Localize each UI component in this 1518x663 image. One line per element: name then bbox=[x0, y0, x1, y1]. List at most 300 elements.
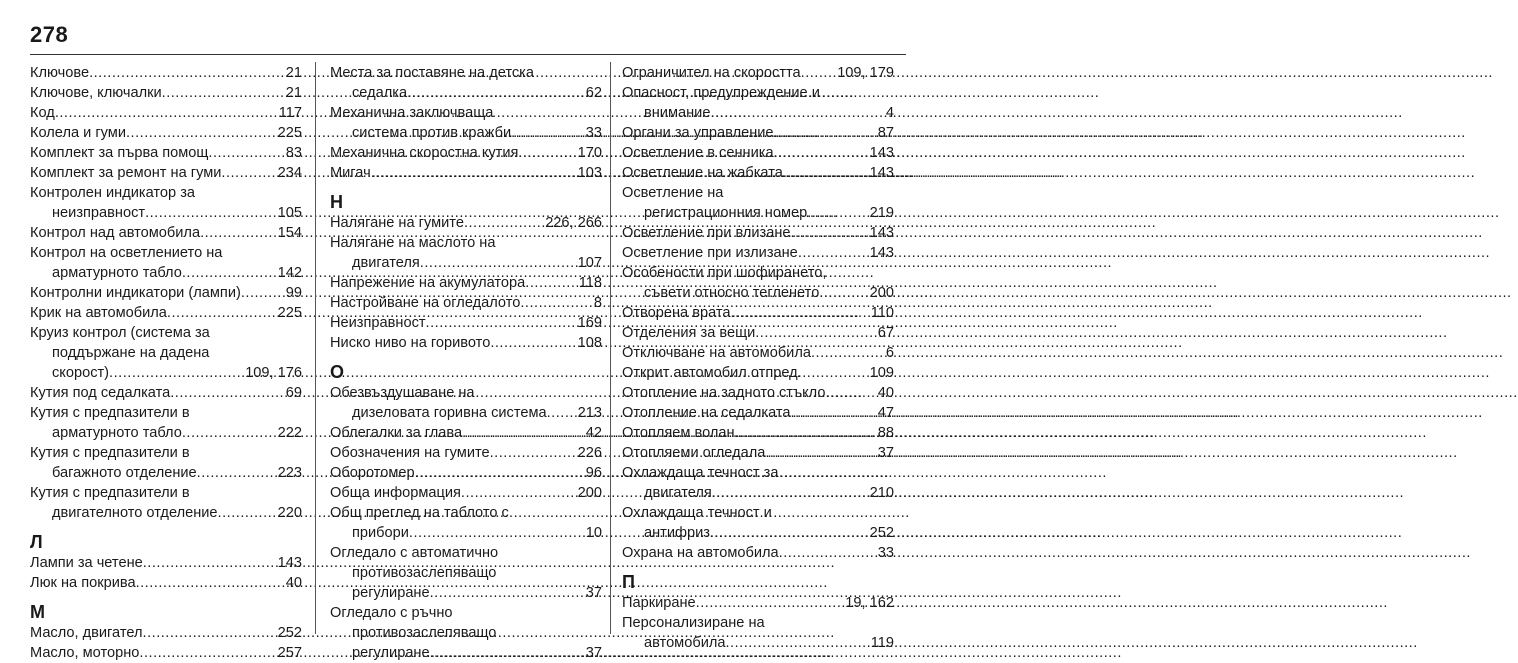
page-ref: 107 bbox=[577, 255, 602, 271]
index-entry bbox=[30, 623, 302, 643]
index-entry-line bbox=[622, 483, 894, 503]
index-entry-line bbox=[30, 343, 302, 363]
index-entry bbox=[330, 463, 602, 483]
index-entry bbox=[622, 183, 894, 223]
index-entry-line bbox=[30, 383, 302, 403]
entry-text: регулиране bbox=[352, 585, 430, 601]
dot-leader bbox=[143, 553, 276, 573]
index-entry-line bbox=[330, 443, 602, 463]
index-entry-line bbox=[30, 553, 302, 573]
index-entry-line bbox=[622, 503, 894, 523]
dot-leader bbox=[825, 383, 875, 403]
index-entry-line bbox=[330, 423, 602, 443]
entry-text: арматурното табло bbox=[52, 265, 182, 281]
index-entry bbox=[622, 503, 894, 543]
entry-text: Неизправност bbox=[330, 315, 426, 331]
dot-leader bbox=[461, 483, 576, 503]
entry-text: противозаслепяващо bbox=[352, 565, 497, 581]
entry-text: Охлаждаща течност и bbox=[622, 505, 772, 521]
page-ref: 99 bbox=[285, 285, 302, 301]
dot-leader bbox=[182, 423, 276, 443]
index-entry-line bbox=[622, 203, 894, 223]
entry-text: Напрежение на акумулатора bbox=[330, 275, 526, 291]
dot-leader bbox=[182, 263, 276, 283]
index-entry bbox=[30, 483, 302, 523]
index-entry bbox=[622, 423, 894, 443]
page-ref: 117 bbox=[278, 105, 302, 121]
dot-leader bbox=[819, 283, 867, 303]
index-entry-line bbox=[622, 523, 894, 543]
index-entry-line bbox=[330, 273, 602, 293]
dot-leader bbox=[426, 313, 576, 333]
index-entry bbox=[622, 63, 894, 83]
index-entry bbox=[622, 443, 894, 463]
page-ref: 21 bbox=[285, 85, 302, 101]
entry-text: Мигач bbox=[330, 165, 371, 181]
entry-text: регулиране bbox=[352, 645, 430, 661]
entry-text: Комплект за първа помощ bbox=[30, 145, 209, 161]
page-ref: 40 bbox=[877, 385, 894, 401]
entry-text: антифриз bbox=[644, 525, 710, 541]
dot-leader bbox=[710, 523, 868, 543]
page-ref: 109, 179 bbox=[837, 65, 894, 81]
column-divider-2 bbox=[610, 62, 611, 634]
dot-leader bbox=[145, 203, 276, 223]
index-entry-line bbox=[330, 313, 602, 333]
index-entry bbox=[622, 383, 894, 403]
index-entry-line bbox=[622, 263, 894, 283]
index-entry bbox=[30, 123, 302, 143]
index-entry bbox=[30, 643, 302, 663]
entry-text: Отопляем волан bbox=[622, 425, 735, 441]
index-column-1 bbox=[30, 63, 302, 661]
page-ref: 33 bbox=[585, 125, 602, 141]
dot-leader bbox=[735, 423, 876, 443]
entry-text: Места за поставяне на детска bbox=[330, 65, 534, 81]
index-entry bbox=[622, 163, 894, 183]
index-entry-line bbox=[330, 383, 602, 403]
dot-leader bbox=[755, 323, 876, 343]
index-entry bbox=[330, 273, 602, 293]
index-entry bbox=[330, 443, 602, 463]
page-ref: 154 bbox=[277, 225, 302, 241]
entry-text: Настройване на огледалото bbox=[330, 295, 521, 311]
letter-heading: Л bbox=[30, 532, 43, 552]
entry-text: Комплект за ремонт на гуми bbox=[30, 165, 222, 181]
dot-leader bbox=[221, 163, 275, 183]
dot-leader bbox=[170, 383, 284, 403]
page-ref: 67 bbox=[877, 325, 894, 341]
index-entry-line bbox=[30, 243, 302, 263]
dot-leader bbox=[464, 213, 543, 233]
page-ref: 88 bbox=[877, 425, 894, 441]
entry-text: Кутия с предпазители в bbox=[30, 485, 190, 501]
dot-leader bbox=[490, 443, 576, 463]
index-entry bbox=[622, 243, 894, 263]
entry-text: багажното отделение bbox=[52, 465, 197, 481]
index-entry bbox=[622, 593, 894, 613]
entry-text: Кутия с предпазители в bbox=[30, 405, 190, 421]
page-ref: 234 bbox=[277, 165, 302, 181]
letter-heading: Н bbox=[330, 192, 343, 212]
dot-leader bbox=[415, 463, 584, 483]
page-ref: 210 bbox=[869, 485, 894, 501]
index-entry-line bbox=[622, 543, 894, 563]
index-entry bbox=[30, 323, 302, 383]
page-ref: 143 bbox=[869, 165, 894, 181]
index-entry-line bbox=[330, 213, 602, 233]
index-entry-line bbox=[622, 383, 894, 403]
entry-text: седалка bbox=[352, 85, 408, 101]
page-ref: 105 bbox=[277, 205, 302, 221]
index-entry bbox=[30, 163, 302, 183]
index-entry bbox=[30, 63, 302, 83]
index-entry-line bbox=[622, 223, 894, 243]
entry-text: Контролен индикатор за bbox=[30, 185, 196, 201]
page-ref: 225 bbox=[277, 305, 302, 321]
entry-text: Кутия с предпазители в bbox=[30, 445, 190, 461]
index-entry bbox=[330, 543, 602, 603]
index-entry bbox=[330, 163, 602, 183]
page-ref: 225 bbox=[277, 125, 302, 141]
index-entry bbox=[330, 213, 602, 233]
entry-text: Охрана на автомобила bbox=[622, 545, 779, 561]
page-ref: 47 bbox=[877, 405, 894, 421]
page-ref: 252 bbox=[869, 525, 894, 541]
index-entry bbox=[330, 143, 602, 163]
index-entry-line bbox=[30, 183, 302, 203]
entry-text: Кутия под седалката bbox=[30, 385, 171, 401]
entry-text: Обозначения на гумите bbox=[330, 445, 490, 461]
entry-text: Контрол над автомобила bbox=[30, 225, 201, 241]
index-entry bbox=[622, 463, 894, 503]
dot-leader bbox=[409, 523, 584, 543]
page-ref: 37 bbox=[585, 585, 602, 601]
index-entry-line bbox=[30, 623, 302, 643]
entry-text: Осветление при влизане bbox=[622, 225, 791, 241]
page-ref: 143 bbox=[277, 555, 302, 571]
index-entry-line bbox=[622, 363, 894, 383]
dot-leader bbox=[136, 573, 284, 593]
dot-leader bbox=[208, 143, 283, 163]
index-entry-line bbox=[30, 503, 302, 523]
page-ref: 6 bbox=[885, 345, 894, 361]
page-ref: 200 bbox=[577, 485, 602, 501]
page-number: 278 bbox=[30, 22, 69, 47]
entry-text: поддържане на дадена bbox=[52, 345, 210, 361]
index-entry-line bbox=[30, 403, 302, 423]
dot-leader bbox=[109, 363, 243, 383]
index-entry bbox=[330, 103, 602, 143]
dot-leader bbox=[710, 103, 883, 123]
index-entry-line bbox=[30, 423, 302, 443]
dot-leader bbox=[55, 103, 277, 123]
page-ref: 118 bbox=[578, 275, 602, 291]
index-entry-line bbox=[622, 403, 894, 423]
entry-text: Персонализиране на bbox=[622, 615, 765, 631]
index-entry-line bbox=[622, 613, 894, 633]
page-ref: 143 bbox=[869, 145, 894, 161]
index-entry-line bbox=[622, 633, 894, 653]
index-entry-line bbox=[622, 323, 894, 343]
index-entry-line bbox=[622, 593, 894, 613]
dot-leader bbox=[430, 643, 584, 663]
index-entry-line bbox=[622, 183, 894, 203]
index-entry-line bbox=[622, 83, 894, 103]
page-ref: 226, 266 bbox=[545, 215, 602, 231]
index-entry-line bbox=[622, 243, 894, 263]
dot-leader bbox=[511, 123, 584, 143]
entry-text: съвети относно тегленето bbox=[644, 285, 820, 301]
index-entry bbox=[330, 383, 602, 423]
index-entry-line bbox=[622, 303, 894, 323]
index-entry bbox=[330, 333, 602, 353]
index-entry-line bbox=[30, 573, 302, 593]
index-entry bbox=[622, 323, 894, 343]
index-entry-line bbox=[622, 163, 894, 183]
index-entry bbox=[30, 83, 302, 103]
dot-leader bbox=[200, 223, 276, 243]
entry-text: Контрол на осветлението на bbox=[30, 245, 223, 261]
entry-text: Органи за управление bbox=[622, 125, 774, 141]
letter-heading: О bbox=[330, 362, 345, 382]
entry-text: Паркиране bbox=[622, 595, 696, 611]
index-entry-line bbox=[30, 103, 302, 123]
index-entry-line bbox=[330, 563, 602, 583]
index-entry bbox=[622, 343, 894, 363]
index-entry-line bbox=[330, 583, 602, 603]
entry-text: дизеловата горивна система bbox=[352, 405, 547, 421]
dot-leader bbox=[218, 503, 276, 523]
page-ref: 62 bbox=[585, 85, 602, 101]
entry-text: двигателя bbox=[644, 485, 712, 501]
entry-text: Круиз контрол (система за bbox=[30, 325, 210, 341]
entry-text: Ограничител на скоростта bbox=[622, 65, 801, 81]
index-entry-line bbox=[622, 343, 894, 363]
page-ref: 200 bbox=[869, 285, 894, 301]
page-ref: 8 bbox=[593, 295, 602, 311]
index-entry bbox=[30, 183, 302, 223]
entry-text: Масло, моторно bbox=[30, 645, 140, 661]
index-entry-line bbox=[622, 423, 894, 443]
entry-text: Осветление на жабката bbox=[622, 165, 783, 181]
entry-text: Осветление при излизане bbox=[622, 245, 798, 261]
entry-text: Масло, двигател bbox=[30, 625, 143, 641]
entry-text: Отключване на автомобила bbox=[622, 345, 811, 361]
index-entry-line bbox=[30, 483, 302, 503]
index-entry bbox=[622, 303, 894, 323]
index-entry-line bbox=[30, 443, 302, 463]
entry-text: Ключове bbox=[30, 65, 90, 81]
index-entry-line bbox=[330, 333, 602, 353]
index-entry bbox=[30, 303, 302, 323]
dot-leader bbox=[774, 123, 876, 143]
entry-text: Налягане на маслото на bbox=[330, 235, 496, 251]
page-ref: 37 bbox=[877, 445, 894, 461]
page-ref: 37 bbox=[585, 645, 602, 661]
index-entry bbox=[622, 83, 894, 123]
dot-leader bbox=[791, 403, 876, 423]
entry-text: Отопление на задното стъкло bbox=[622, 385, 826, 401]
entry-text: двигателя bbox=[352, 255, 420, 271]
dot-leader bbox=[89, 63, 284, 83]
dot-leader bbox=[731, 303, 869, 323]
index-entry bbox=[330, 503, 602, 543]
entry-text: Крик на автомобила bbox=[30, 305, 167, 321]
index-entry-line bbox=[622, 143, 894, 163]
entry-text: Оборотомер bbox=[330, 465, 415, 481]
page-ref: 220 bbox=[277, 505, 302, 521]
index-entry bbox=[30, 443, 302, 483]
page-ref: 226 bbox=[577, 445, 602, 461]
index-entry bbox=[330, 423, 602, 443]
page-ref: 169 bbox=[577, 315, 602, 331]
dot-leader bbox=[167, 303, 276, 323]
index-entry bbox=[330, 233, 602, 273]
dot-leader bbox=[371, 163, 576, 183]
dot-leader bbox=[520, 293, 592, 313]
entry-text: Отделения за вещи bbox=[622, 325, 756, 341]
index-entry bbox=[30, 553, 302, 573]
index-entry-line bbox=[30, 323, 302, 343]
dot-leader bbox=[783, 163, 868, 183]
dot-leader bbox=[126, 123, 276, 143]
page-ref: 87 bbox=[877, 125, 894, 141]
index-entry-line bbox=[30, 303, 302, 323]
page-ref: 96 bbox=[585, 465, 602, 481]
page-ref: 108 bbox=[577, 335, 602, 351]
index-entry-line bbox=[330, 463, 602, 483]
index-entry bbox=[330, 483, 602, 503]
page-ref: 119 bbox=[870, 635, 894, 651]
entry-text: Ниско ниво на горивото bbox=[330, 335, 491, 351]
page-ref: 33 bbox=[877, 545, 894, 561]
entry-text: противозаслепяващо bbox=[352, 625, 497, 641]
index-column-3 bbox=[622, 63, 894, 651]
column-divider-1 bbox=[315, 62, 316, 634]
index-entry-line bbox=[330, 503, 602, 523]
page-ref: 143 bbox=[869, 245, 894, 261]
page-ref: 252 bbox=[277, 625, 302, 641]
entry-text: Ключове, ключалки bbox=[30, 85, 162, 101]
dot-leader bbox=[725, 633, 868, 653]
page-ref: 110 bbox=[870, 305, 894, 321]
index-entry-line bbox=[330, 483, 602, 503]
entry-text: Механична заключваща bbox=[330, 105, 494, 121]
page-ref: 4 bbox=[885, 105, 894, 121]
dot-leader bbox=[798, 243, 868, 263]
dot-leader bbox=[525, 273, 576, 293]
index-entry-line bbox=[30, 263, 302, 283]
entry-text: Люк на покрива bbox=[30, 575, 136, 591]
index-entry-line bbox=[30, 643, 302, 663]
dot-leader bbox=[143, 623, 276, 643]
index-entry-line bbox=[30, 203, 302, 223]
entry-text: Контролни индикатори (лампи) bbox=[30, 285, 241, 301]
index-entry bbox=[30, 403, 302, 443]
letter-heading: П bbox=[622, 572, 635, 592]
dot-leader bbox=[420, 253, 576, 273]
index-entry bbox=[622, 263, 894, 303]
entry-text: автомобила bbox=[644, 635, 726, 651]
index-entry bbox=[622, 613, 894, 653]
index-entry-line bbox=[622, 283, 894, 303]
page-ref: 223 bbox=[277, 465, 302, 481]
page-ref: 213 bbox=[577, 405, 602, 421]
index-entry-line bbox=[30, 223, 302, 243]
index-entry-line bbox=[330, 63, 602, 83]
entry-text: прибори bbox=[352, 525, 409, 541]
index-entry-line bbox=[622, 463, 894, 483]
header-rule bbox=[30, 54, 906, 55]
entry-text: Осветление в сенника bbox=[622, 145, 774, 161]
page-ref: 143 bbox=[869, 225, 894, 241]
entry-text: двигателното отделение bbox=[52, 505, 218, 521]
index-entry bbox=[622, 223, 894, 243]
index-column-2 bbox=[330, 63, 602, 661]
index-entry-line bbox=[30, 63, 302, 83]
page-ref: 40 bbox=[285, 575, 302, 591]
entry-text: Общ преглед на таблото с bbox=[330, 505, 509, 521]
page-ref: 42 bbox=[585, 425, 602, 441]
entry-text: Колела и гуми bbox=[30, 125, 126, 141]
entry-text: Отопляеми огледала bbox=[622, 445, 766, 461]
index-entry bbox=[30, 383, 302, 403]
entry-text: Осветление на bbox=[622, 185, 724, 201]
index-entry-line bbox=[622, 123, 894, 143]
index-entry-line bbox=[330, 643, 602, 663]
dot-leader bbox=[462, 423, 584, 443]
index-entry bbox=[30, 143, 302, 163]
index-entry bbox=[330, 603, 602, 663]
index-entry bbox=[30, 283, 302, 303]
dot-leader bbox=[162, 83, 284, 103]
page-ref: 103 bbox=[577, 165, 602, 181]
dot-leader bbox=[139, 643, 275, 663]
dot-leader bbox=[765, 443, 875, 463]
index-entry-line bbox=[622, 443, 894, 463]
dot-leader bbox=[547, 403, 576, 423]
index-entry-line bbox=[330, 523, 602, 543]
index-entry-line bbox=[330, 623, 602, 643]
index-entry bbox=[622, 363, 894, 383]
entry-text: регистрационния номер bbox=[644, 205, 808, 221]
dot-leader bbox=[518, 143, 575, 163]
index-entry bbox=[30, 223, 302, 243]
dot-leader bbox=[811, 343, 884, 363]
page-ref: 10 bbox=[585, 525, 602, 541]
index-entry-line bbox=[30, 363, 302, 383]
index-entry-line bbox=[330, 83, 602, 103]
index-entry-line bbox=[330, 103, 602, 123]
dot-leader bbox=[241, 283, 284, 303]
entry-text: Обща информация bbox=[330, 485, 461, 501]
index-entry-line bbox=[330, 603, 602, 623]
index-entry-line bbox=[330, 163, 602, 183]
index-entry-line bbox=[30, 143, 302, 163]
page-ref: 19, 162 bbox=[845, 595, 894, 611]
dot-leader bbox=[779, 543, 876, 563]
dot-leader bbox=[490, 333, 575, 353]
index-entry-line bbox=[330, 233, 602, 253]
index-entry bbox=[622, 123, 894, 143]
entry-text: Лампи за четене bbox=[30, 555, 143, 571]
entry-text: Налягане на гумите bbox=[330, 215, 464, 231]
page-ref: 142 bbox=[277, 265, 302, 281]
entry-text: Огледало с автоматично bbox=[330, 545, 499, 561]
index-entry bbox=[622, 543, 894, 563]
entry-text: система против кражби bbox=[352, 125, 512, 141]
